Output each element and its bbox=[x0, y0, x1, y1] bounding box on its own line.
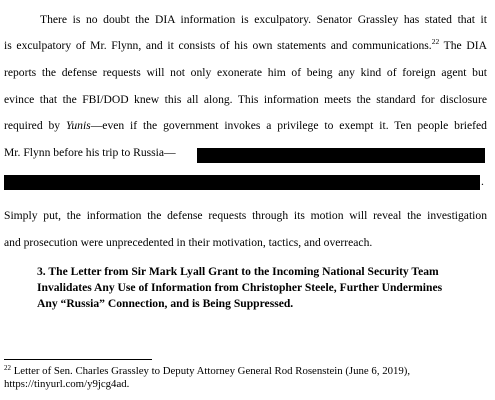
paragraph-line: evince that the FBI/DOD knew this all along. This information meets the standard for disclosure bbox=[4, 93, 487, 106]
footnote-link[interactable]: https://tinyurl.com/y9jcg4ad. bbox=[4, 378, 130, 390]
paragraph-line bbox=[4, 39, 487, 53]
line-text: is exculpatory of Mr. Flynn, and it consists of his own statements and communications. bbox=[4, 39, 432, 52]
paragraph-line: reports the defense requests will not only exonerate him of being any kind of foreign agent but bbox=[4, 66, 487, 79]
paragraph-line: . bbox=[481, 175, 484, 188]
heading-line: Any “Russia” Connection, and is Being Suppressed. bbox=[37, 297, 294, 310]
footnote-line bbox=[4, 365, 487, 378]
paragraph-line: There is no doubt the DIA information is exculpatory. Senator Grassley has stated that it bbox=[40, 13, 487, 26]
line-text: —even if the government invokes a privilege to exempt it. Ten people briefed bbox=[90, 119, 487, 132]
paragraph-line: Simply put, the information the defense requests through its motion will reveal the investigation bbox=[4, 209, 487, 222]
paragraph-line: Mr. Flynn before his trip to Russia— bbox=[4, 146, 176, 159]
redaction-block bbox=[197, 148, 485, 163]
footnote-text: Letter of Sen. Charles Grassley to Deputy Attorney General Rod Rosenstein (June 6, 2019), bbox=[11, 365, 411, 377]
paragraph-line: and prosecution were unprecedented in their motivation, tactics, and overreach. bbox=[4, 236, 373, 249]
section-heading bbox=[37, 264, 485, 312]
paragraph-line bbox=[4, 119, 487, 133]
heading-line: 3. The Letter from Sir Mark Lyall Grant to the Incoming National Security Team bbox=[37, 265, 439, 278]
line-text: The DIA bbox=[439, 39, 487, 52]
footnote-separator bbox=[4, 359, 152, 360]
footnote bbox=[4, 365, 487, 391]
heading-line: Invalidates Any Use of Information from Christopher Steele, Further Undermines bbox=[37, 281, 443, 294]
footnote-number: 22 bbox=[4, 364, 11, 372]
line-text: required by bbox=[4, 119, 66, 132]
case-name: Yunis bbox=[65, 119, 91, 132]
redaction-block bbox=[4, 175, 480, 190]
footnote-reference: 22 bbox=[431, 37, 440, 46]
